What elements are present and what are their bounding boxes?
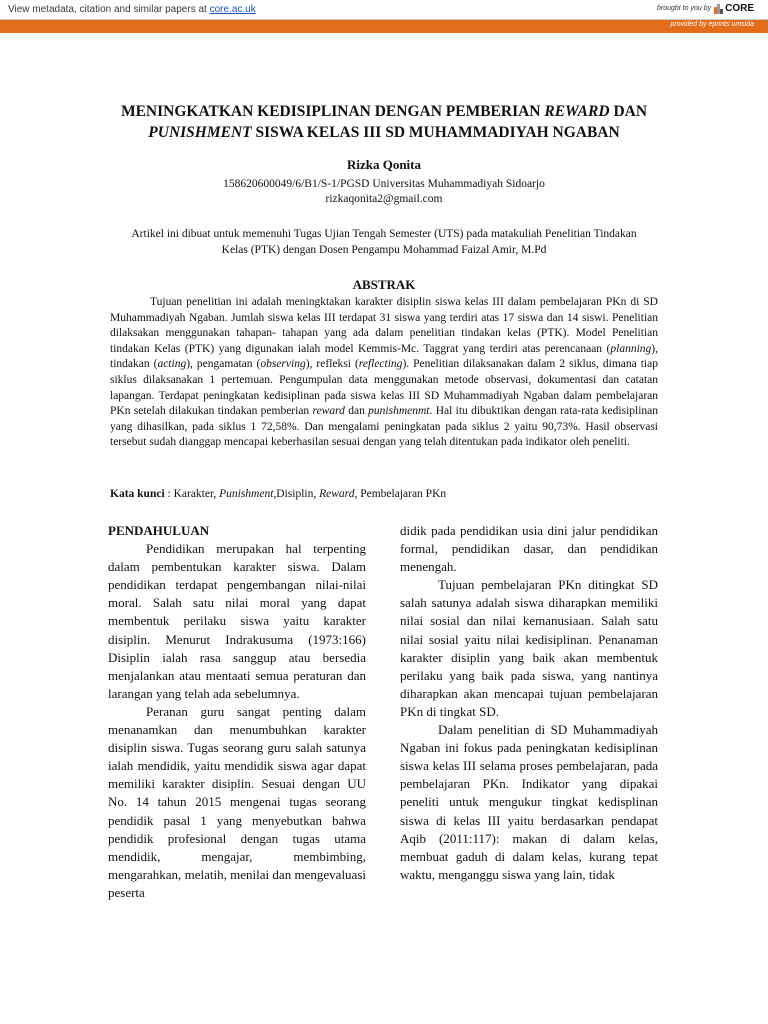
author-email: rizkaqonita2@gmail.com [325, 193, 443, 205]
body-paragraph: Dalam penelitian di SD Muhammadiyah Ngaban ini fokus pada peningkatan kedisiplinan siswa kelas III selama proses pembelajaran, pada pembelajaran PKn. Indikator yang dipakai peneliti untuk mengukur tingkat kedisplinan siswa di kelas III yaitu berdasarkan pendapat Aqib (2011:117): makan di dalam kelas, membuat gaduh di dalam kelas, kurang tepat waktu, menganggu siswa yang lain, tidak [400, 722, 658, 882]
article-note: Artikel ini dibuat untuk memenuhi Tugas Ujian Tengah Semester (UTS) pada matakuliah Penelitian Tindakan Kelas (PTK) dengan Dosen Pengampu Mohammad Faizal Amir, M.Pd [131, 228, 637, 256]
provided-by-text[interactable]: provided by eprints umsida [670, 21, 754, 28]
paper-title [100, 101, 668, 143]
title-punishment: PUNISHMENT [148, 124, 252, 141]
core-header [0, 0, 768, 20]
body-column-right [400, 522, 658, 884]
title-part-2: SISWA KELAS III SD MUHAMMADIYAH NGABAN [255, 124, 620, 141]
core-logo-icon [714, 3, 723, 14]
body-paragraph: Pendidikan merupakan hal terpenting dalam pembentukan karakter siswa. Dalam pendidikan terdapat pengembangan nilai-nilai moral. Salah satu nilai moral yang dapat membentuk perilaku siswa yaitu karakter disiplin. Menurut Indrakusuma (1973:166) Disiplin ialah rasa sanggup atau bersedia menjalankan atau mentaati semua peraturan dan larangan yang telah ada sebelumnya. [108, 541, 366, 701]
author-affiliation [0, 177, 768, 207]
body-paragraph: Peranan guru sangat penting dalam menanamkan dan menumbuhkan karakter disiplin siswa. Tugas seorang guru salah satunya ialah mendidik, yaitu mendidik siswa agar dapat memiliki karakter disiplin. Sesuai dengan UU No. 14 tahun 2015 mengenai tugas seorang pendidik pasal 1 yang menyebutkan bahwa pendidik profesional dengan tugas utama mendidik, mengajar, membimbing, mengarahkan, melatih, menilai dan mengevaluasi peserta [108, 703, 366, 900]
author-name: Rizka Qonita [346, 157, 422, 172]
body-paragraph: Tujuan pembelajaran PKn ditingkat SD salah satunya adalah siswa diharapkan memiliki nilai sosial dan nilai kemanusiaan. Salah satu nilai sosial yaitu nilai kedisiplinan. Penanaman karakter disiplin yang baik akan membentuk perilaku yang baik pada siswa, yang nantinya diharapkan akan mencapai tujuan pembelajaran PKn di tingkat SD. [400, 577, 658, 719]
core-link[interactable]: core.ac.uk [209, 4, 256, 15]
core-brand[interactable] [657, 3, 754, 14]
core-provider-bar [0, 20, 768, 33]
core-name: CORE [725, 3, 754, 14]
keywords-label: Kata kunci [110, 488, 165, 500]
abstract-body [110, 295, 658, 451]
title-dan: DAN [613, 103, 648, 120]
body-column-left [108, 522, 366, 902]
core-metadata-text [8, 4, 256, 15]
abstract-paragraph: Tujuan penelitian ini adalah meningktakan karakter disiplin siswa kelas III dalam pembelajaran PKn di SD Muhammadiyah Ngaban. Jumlah siswa kelas III terdapat 31 siswa yang terdiri atas 17 siswa dan 14 siswi. Penelitian dilaksakan menggunakan tahapan- tahapan yang ada dalam penelitian tindakan kelas (PTK). Model Penelitian tindakan Kelas (PTK) yang digunakan ialah model Kemmis-Mc. Taggrat yang terdiri atas perencanaan (planning), tindakan (acting), pengamatan (observing), refleksi (reflecting). Penelitian dilaksanakan dalam 2 siklus, dimana tiap siklus dilaksanakan 1 pertemuan. Pengumpulan data menggunakan metode observasi, dokumentasi dan catatan lapangan. Terdapat peningkatan kedisiplinan pada siswa kelas III SD Muhammadiyah Ngaban dalam pembelajaran PKn setelah dilakukan tindakan pemberian reward dan punishmenmt. Hal itu dibuktikan dengan rata-rata kedisiplinan yang dihasilkan, pada siklus 1 72,58%. Dan mengalami peningkatan pada siklus 2 yaitu 90,73%. Hasil observasi tersebut sudah dianggap mencapai keberhasilan sesuai dengan yang telah ditentukan pada indikator oleh peneliti. [110, 296, 659, 449]
title-part-1: MENINGKATKAN KEDISIPLINAN DENGAN PEMBERIAN [120, 103, 541, 120]
brought-to-you-text: brought to you by [657, 5, 712, 12]
body-paragraph: didik pada pendidikan usia dini jalur pendidikan formal, pendidikan dasar, dan pendidikan menengah. [400, 523, 658, 575]
keywords: Kata kunci : Karakter, Punishment,Disiplin, Reward, Pembelajaran PKn [110, 488, 447, 500]
section-heading: PENDAHULUAN [108, 523, 210, 538]
abstract-heading: ABSTRAK [352, 277, 416, 292]
affiliation-line: 158620600049/6/B1/S-1/PGSD Universitas Muhammadiyah Sidoarjo [223, 178, 545, 190]
title-reward: REWARD [544, 103, 610, 120]
core-metadata-label: View metadata, citation and similar papers at [8, 4, 207, 15]
